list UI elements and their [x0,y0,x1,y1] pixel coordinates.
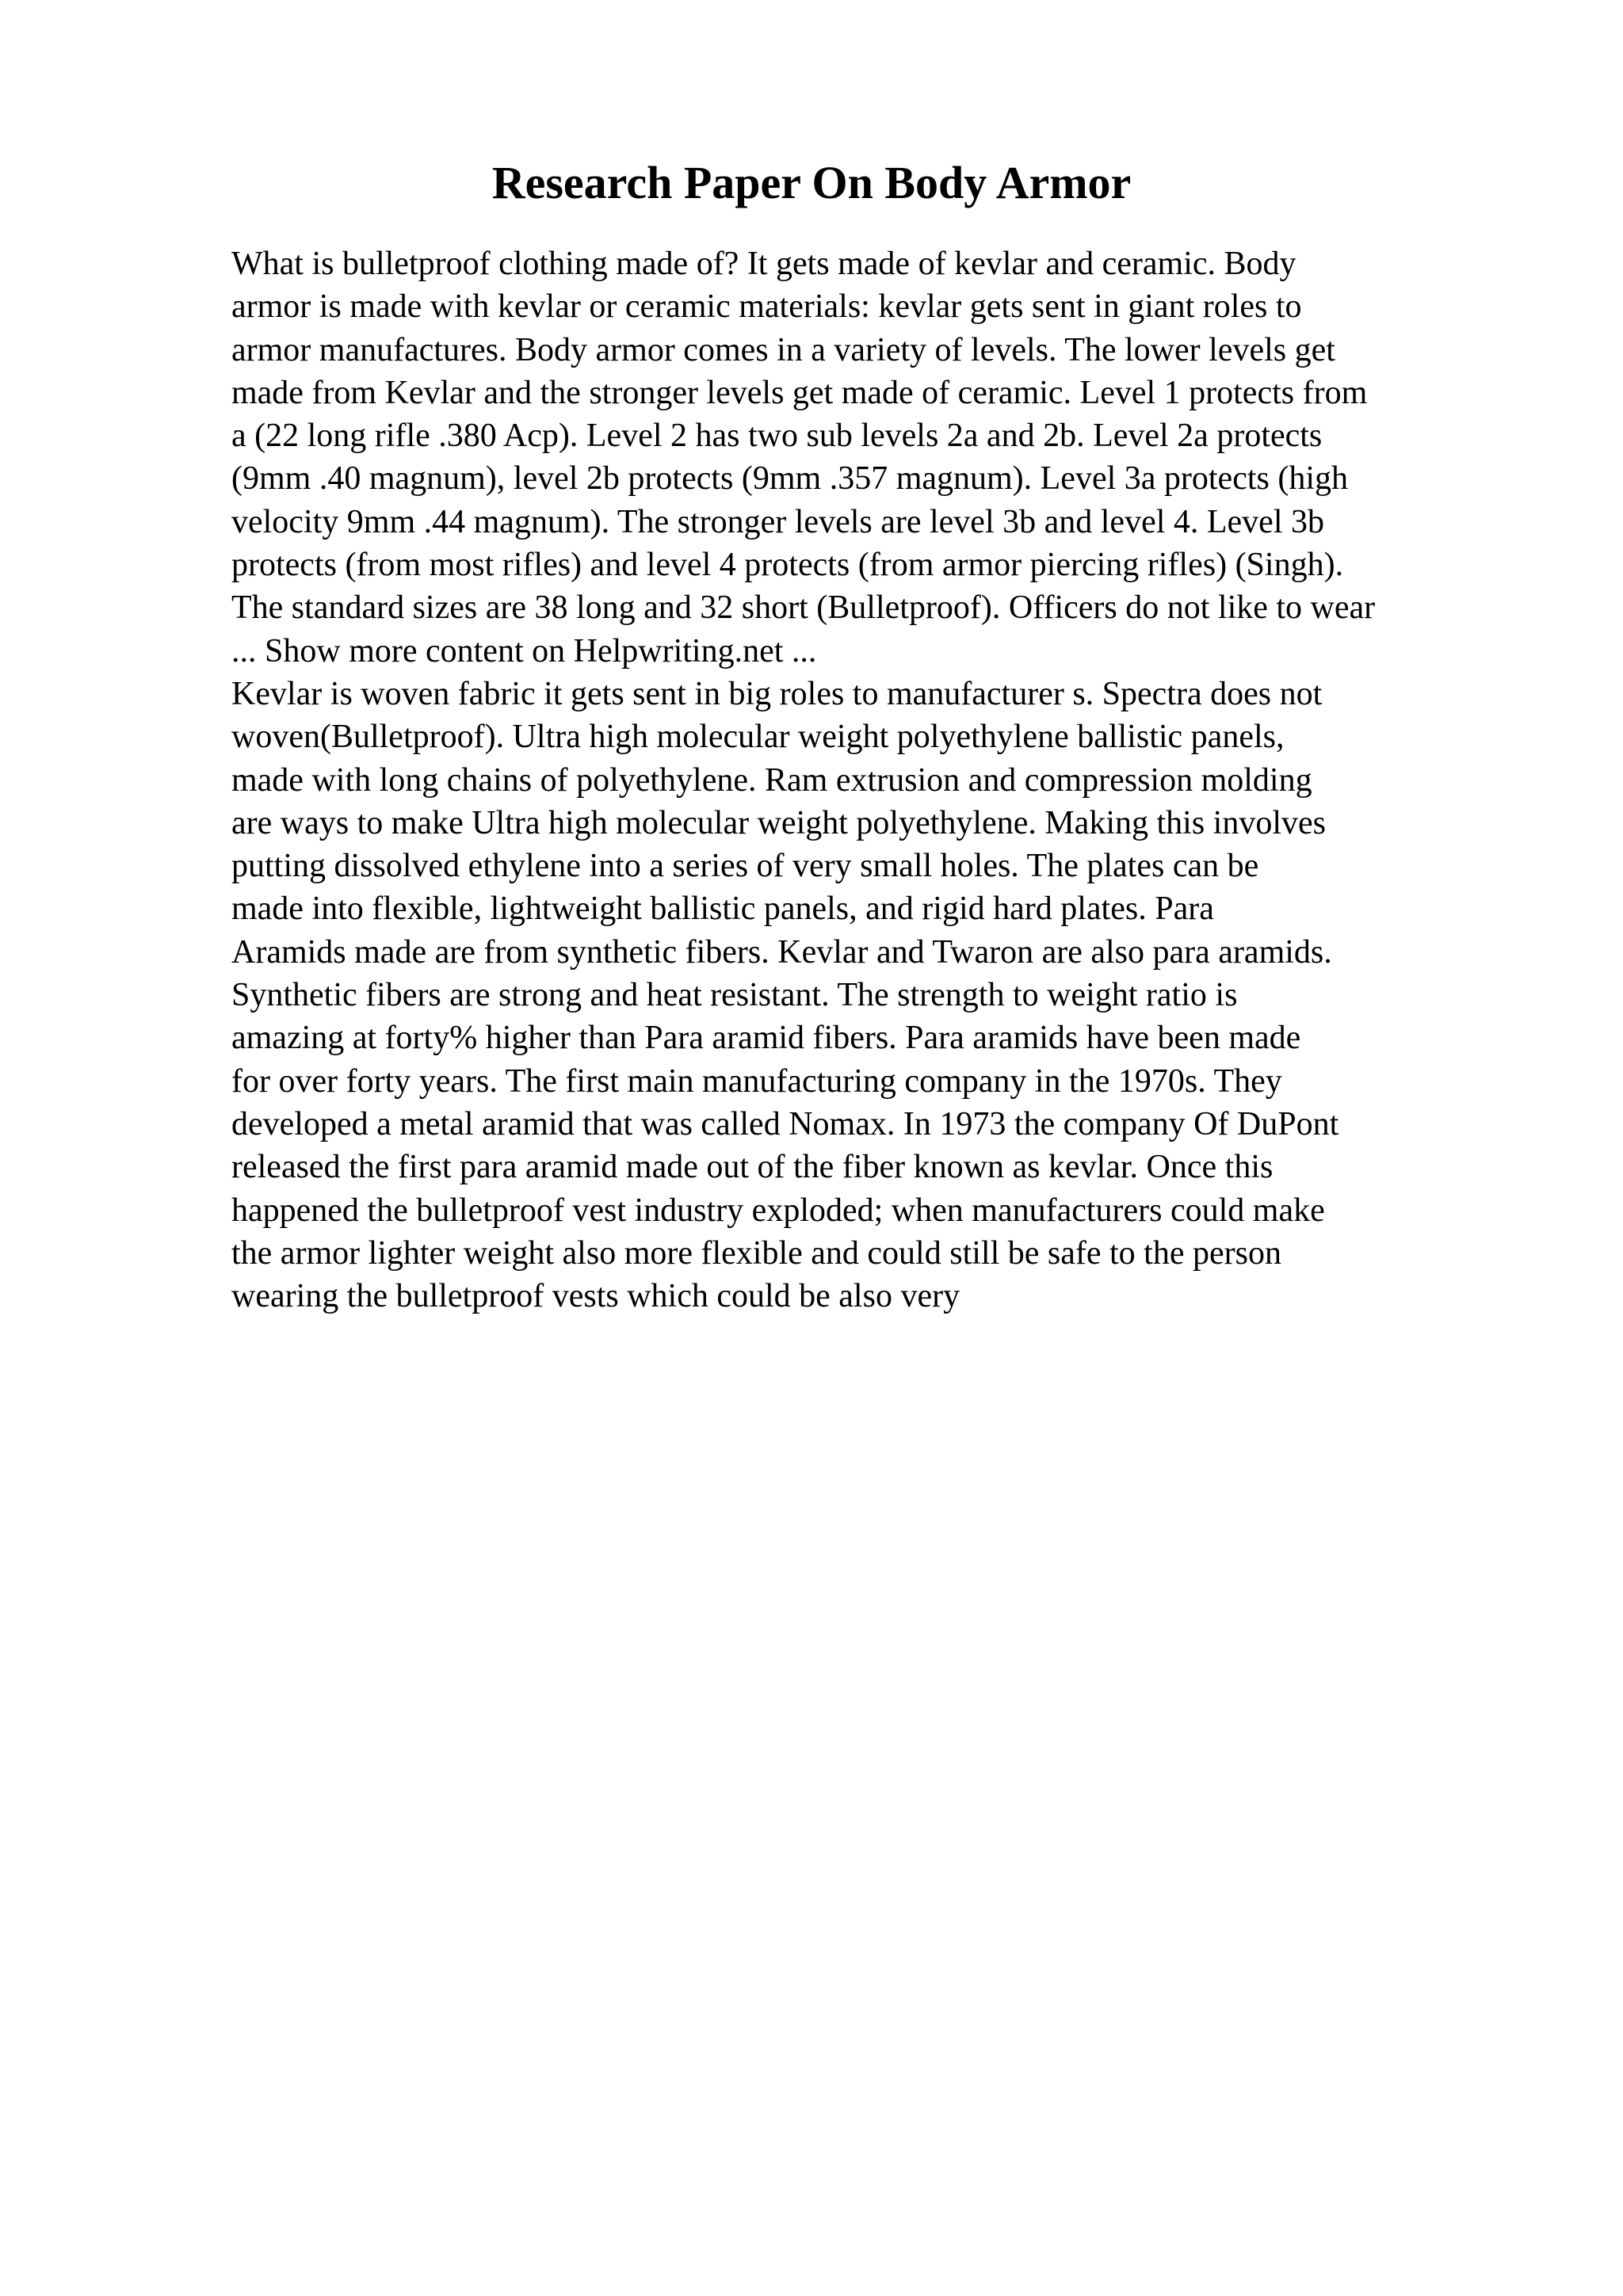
text-line: putting dissolved ethylene into a series of very small holes. The plates can be [231,848,1259,885]
text-line: Synthetic fibers are strong and heat resistant. The strength to weight ratio is [231,977,1238,1014]
text-line: (9mm .40 magnum), level 2b protects (9mm .357 magnum). Level 3a protects (high [231,460,1349,498]
text-line: the armor lighter weight also more flexible and could still be safe to the person [231,1234,1281,1272]
text-line: Kevlar is woven fabric it gets sent in big roles to manufacturer s. Spectra does not [231,675,1323,712]
text-line: protects (from most rifles) and level 4 protects (from armor piercing rifles) (Singh). [231,547,1344,584]
text-line: velocity 9mm .44 magnum). The stronger levels are level 3b and level 4. Level 3b [231,503,1324,540]
paragraph-2 [231,673,1531,1318]
text-line: made with long chains of polyethylene. Ram extrusion and compression molding [231,761,1312,799]
text-line: developed a metal aramid that was called Nomax. In 1973 the company Of DuPont [231,1105,1339,1142]
text-line: armor is made with kevlar or ceramic materials: kevlar gets sent in giant roles to [231,288,1302,326]
text-line: released the first para aramid made out of the fiber known as kevlar. Once this [231,1149,1274,1186]
text-line: amazing at forty% higher than Para aramid fibers. Para aramids have been made [231,1020,1301,1057]
show-more-line: ... Show more content on Helpwriting.net ... [231,632,817,669]
text-line: woven(Bulletproof). Ultra high molecular weight polyethylene ballistic panels, [231,719,1285,756]
paragraph-1 [231,242,1531,673]
text-line: happened the bulletproof vest industry exploded; when manufacturers could make [231,1192,1325,1229]
text-line: made from Kevlar and the stronger levels get made of ceramic. Level 1 protects from [231,374,1368,411]
document-body [231,242,1531,1318]
document-title: Research Paper On Body Armor [491,157,1132,208]
text-line: are ways to make Ultra high molecular weight polyethylene. Making this involves [231,804,1326,841]
text-line: Aramids made are from synthetic fibers. Kevlar and Twaron are also para aramids. [231,933,1332,971]
text-line: for over forty years. The first main manufacturing company in the 1970s. They [231,1062,1282,1100]
text-line: The standard sizes are 38 long and 32 short (Bulletproof). Officers do not like to wear [231,589,1376,627]
text-line: made into flexible, lightweight ballistic panels, and rigid hard plates. Para [231,891,1214,928]
text-line: wearing the bulletproof vests which could be also very [231,1278,960,1315]
text-line: armor manufactures. Body armor comes in a variety of levels. The lower levels get [231,331,1335,368]
text-line: a (22 long rifle .380 Acp). Level 2 has two sub levels 2a and 2b. Level 2a protects [231,418,1323,455]
text-line: What is bulletproof clothing made of? It gets made of kevlar and ceramic. Body [231,246,1296,282]
